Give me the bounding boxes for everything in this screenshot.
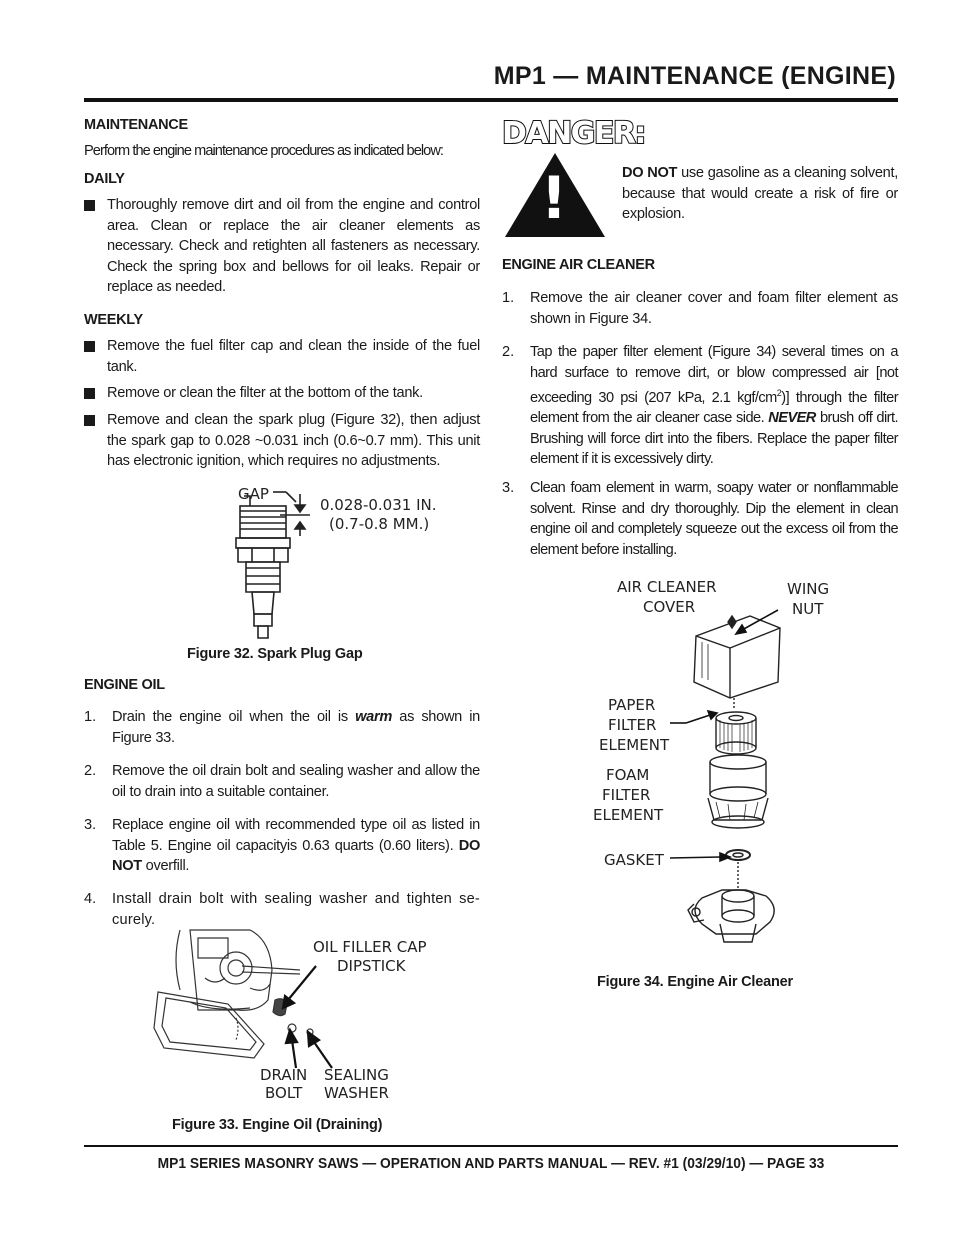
weekly-item — [84, 410, 480, 472]
bolt-label: BOLT — [265, 1084, 303, 1102]
drain-label: DRAIN — [260, 1066, 308, 1084]
oil-filler-cap-label: OIL FILLER CAP — [313, 938, 427, 956]
bullet-square-icon — [84, 341, 95, 352]
gap-arrows-icon — [270, 488, 315, 538]
weekly-item-text: Remove and clean the spark plug (Figure 32), then adjust the spark gap to 0.028 ~0.031 inch (0.6~0.7 mm). This unit has electronic ignition, which requires no adjustments. — [107, 412, 480, 469]
header-rule — [84, 98, 898, 102]
step-number: 2. — [84, 763, 97, 779]
maintenance-intro: Perform the engine maintenance procedures as indicated below: — [84, 143, 444, 159]
step-number: 4. — [84, 891, 97, 907]
footer-rule — [84, 1145, 898, 1147]
step-number: 1. — [84, 709, 97, 725]
gap-spec-inch: 0.028-0.031 IN. — [320, 496, 437, 514]
daily-item-text: Thoroughly remove dirt and oil from the engine and control area. Clean or replace the air cleaner elements as necessary. Check and retighten all fasteners as necessary. Check the spring box and bellows for oil leaks. Repair or replace as needed. — [107, 197, 480, 295]
air-cleaner-step — [502, 342, 898, 470]
oil-step-text: Drain the engine oil when the oil is warm as shown in Figure 33. — [112, 709, 480, 746]
foam-filter-label: FILTER — [602, 786, 651, 804]
fig34-leader-lines — [660, 610, 800, 870]
engine-oil-heading: ENGINE OIL — [84, 677, 165, 693]
foam-element-label: ELEMENT — [593, 806, 664, 824]
air-cleaner-step — [502, 288, 898, 329]
bullet-square-icon — [84, 200, 95, 211]
danger-exclamation: ! — [540, 164, 568, 232]
fig33-leader-lines — [280, 960, 360, 1070]
step-number: 2. — [502, 344, 515, 360]
paper-label: PAPER — [608, 696, 656, 714]
figure-34-caption: Figure 34. Engine Air Cleaner — [597, 974, 793, 990]
oil-step-text: Remove the oil drain bolt and sealing washer and allow the oil to drain into a suitable container. — [112, 763, 480, 800]
figure-33-caption: Figure 33. Engine Oil (Draining) — [172, 1117, 383, 1133]
daily-item — [84, 195, 480, 298]
page-title: MP1 — MAINTENANCE (ENGINE) — [493, 62, 896, 90]
daily-heading: DAILY — [84, 171, 125, 187]
step-number: 1. — [502, 290, 515, 306]
danger-text: DO NOT use gasoline as a cleaning solvent, because that would create a risk of fire or explosion. — [622, 165, 898, 222]
oil-step-text: Replace engine oil with recommended type oil as listed in Table 5. Engine oil capacityis 0.63 quarts (0.60 liters). DO NOT overfill. — [112, 817, 480, 874]
dipstick-label: DIPSTICK — [337, 957, 406, 975]
paper-element-label: ELEMENT — [599, 736, 670, 754]
air-cleaner-label: AIR CLEANER — [617, 578, 717, 596]
cover-label: COVER — [643, 598, 696, 616]
footer-text: MP1 SERIES MASONRY SAWS — OPERATION AND PARTS MANUAL — REV. #1 (03/29/10) — PAGE 33 — [157, 1155, 825, 1172]
engine-air-cleaner-heading: ENGINE AIR CLEANER — [502, 257, 655, 273]
oil-step — [84, 707, 480, 748]
oil-step-text: Install drain bolt with sealing washer and tighten se-curely. — [112, 891, 480, 928]
weekly-item-text: Remove the fuel filter cap and clean the inside of the fuel tank. — [107, 338, 480, 375]
wing-label: WING — [787, 580, 830, 598]
oil-step — [84, 815, 480, 877]
air-cleaner-step-text: Tap the paper filter element (Figure 34) several times on a hard surface to remove dirt, or blow compressed air [not exceeding 30 psi (207 kPa, 2.1 kgf/$cm^2$)] through the filter element from the air cleaner case side. NEVER brush off dirt. Brushing will force dirt into the fibers. Replace the paper filter element if it is excessively dirty. — [530, 344, 899, 468]
weekly-item-text: Remove or clean the filter at the bottom of the tank. — [107, 385, 423, 401]
weekly-item — [84, 336, 480, 377]
air-cleaner-step-text: Remove the air cleaner cover and foam filter element as shown in Figure 34. — [530, 290, 898, 327]
weekly-item — [84, 383, 480, 404]
paper-filter-label: FILTER — [608, 716, 657, 734]
figure-32-caption: Figure 32. Spark Plug Gap — [187, 646, 363, 662]
danger-title: DANGER: — [502, 116, 645, 151]
gasket-label: GASKET — [604, 851, 664, 869]
air-cleaner-step — [502, 478, 898, 560]
step-number: 3. — [84, 817, 97, 833]
step-number: 3. — [502, 480, 515, 496]
gap-label: GAP — [238, 485, 269, 503]
oil-step — [84, 889, 480, 930]
bullet-square-icon — [84, 415, 95, 426]
sealing-label: SEALING — [324, 1066, 389, 1084]
maintenance-heading: MAINTENANCE — [84, 117, 188, 133]
oil-step — [84, 761, 480, 802]
foam-label: FOAM — [606, 766, 650, 784]
gap-spec-mm: (0.7-0.8 MM.) — [329, 515, 430, 533]
bullet-square-icon — [84, 388, 95, 399]
weekly-heading: WEEKLY — [84, 312, 143, 328]
washer-label: WASHER — [324, 1084, 389, 1102]
air-cleaner-step-text: Clean foam element in warm, soapy water or nonflammable solvent. Rinse and dry thoroughly. Dip the element in clean engine oil and completely squeeze out the excess oil from the element before installing. — [530, 480, 898, 558]
nut-label: NUT — [792, 600, 824, 618]
